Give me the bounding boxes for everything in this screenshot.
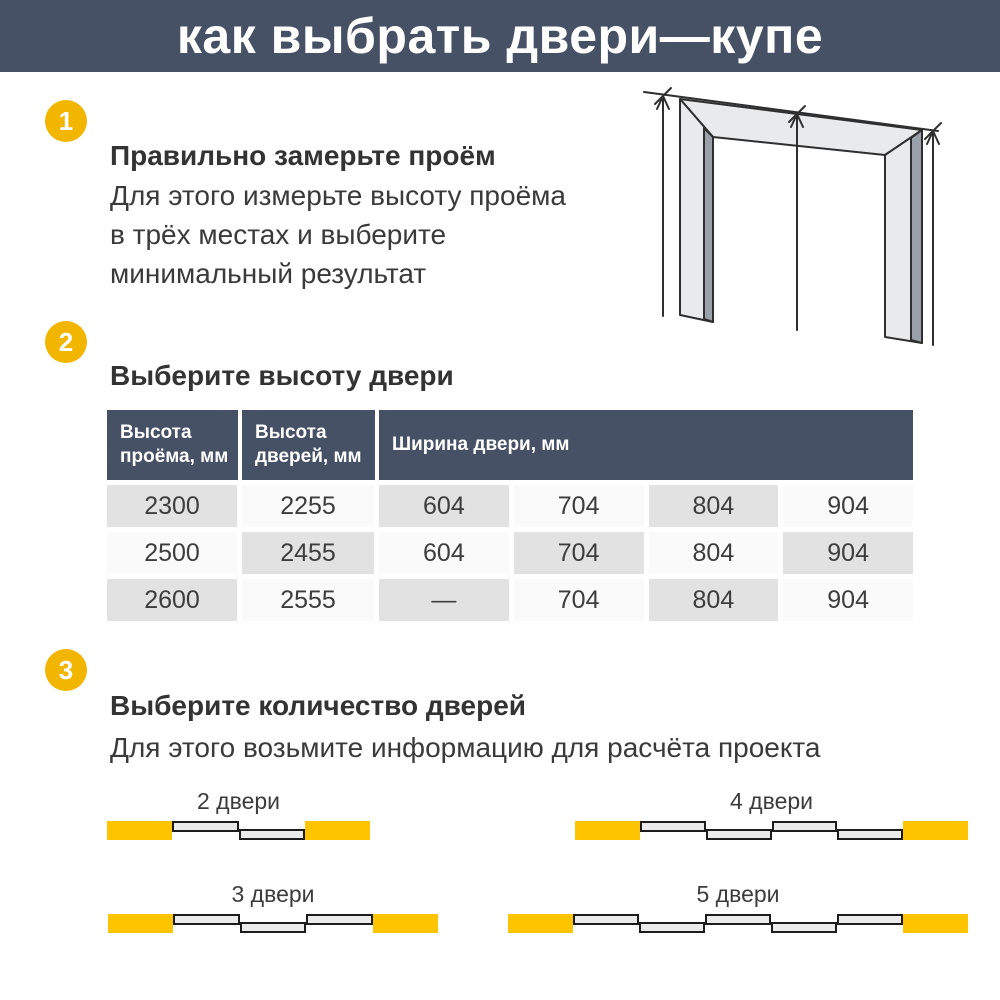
step-3-title: Выберите количество дверей <box>110 690 526 721</box>
wall-segment <box>305 821 370 840</box>
header-banner <box>0 0 1000 72</box>
door-panel <box>771 922 837 933</box>
doorway-measurement-illustration <box>628 82 972 352</box>
door-panel <box>772 821 838 832</box>
door-config-3-diagram <box>108 914 438 933</box>
wall-segment <box>107 821 172 840</box>
wall-segment <box>373 914 438 933</box>
wall-segment <box>903 821 968 840</box>
table-row <box>107 485 913 527</box>
door-panel <box>240 922 307 933</box>
door-panel <box>837 829 903 840</box>
cell-door-width: 804 <box>649 532 779 574</box>
step-2-badge <box>45 321 87 363</box>
door-panel <box>706 829 772 840</box>
door-panel <box>172 821 239 832</box>
frame-left-strip <box>704 128 713 322</box>
step-2-number: 2 <box>58 326 74 357</box>
frame-lintel <box>680 99 922 155</box>
cell-door-width: 904 <box>783 532 913 574</box>
page-title: как выбрать двери—купе <box>176 8 824 64</box>
door-config-3 <box>108 879 438 933</box>
door-config-3-label: 3 двери <box>231 881 315 907</box>
cell-door-width: 604 <box>379 532 509 574</box>
header-opening-height: Высота проёма, мм <box>107 410 238 480</box>
wall-segment <box>903 914 968 933</box>
wall-segment <box>508 914 573 933</box>
door-panel <box>837 914 903 925</box>
step-2-title: Выберите высоту двери <box>110 360 454 391</box>
door-config-5-diagram <box>508 914 968 933</box>
step-3-description <box>110 728 821 767</box>
cell-door-width: 604 <box>379 485 509 527</box>
step-3-line-1: Для этого возьмите информацию для расчёта проекта <box>110 732 821 763</box>
wall-segment <box>575 821 640 840</box>
cell-door-width: 704 <box>514 485 644 527</box>
step-1-description <box>110 176 566 293</box>
header-door-height: Высота дверей, мм <box>242 410 375 480</box>
table-row <box>107 579 913 621</box>
cell-door-height: 2255 <box>242 485 374 527</box>
frame-right-strip <box>911 130 922 343</box>
cell-opening-height: 2500 <box>107 532 237 574</box>
cell-door-width: 904 <box>783 579 913 621</box>
step-1-line-2: в трёх местах и выберите <box>110 219 447 250</box>
cell-door-height: 2555 <box>242 579 374 621</box>
step-3-number: 3 <box>58 654 74 685</box>
door-config-2-diagram <box>107 821 370 840</box>
door-panel <box>573 914 639 925</box>
door-size-table <box>107 410 913 621</box>
door-config-4 <box>575 786 968 840</box>
step-1-line-3: минимальный результат <box>110 258 427 289</box>
door-config-5 <box>508 879 968 933</box>
door-panel <box>639 922 705 933</box>
cell-door-width: 904 <box>783 485 913 527</box>
cell-door-height: 2455 <box>242 532 374 574</box>
door-config-4-diagram <box>575 821 968 840</box>
step-3-badge <box>45 649 87 691</box>
door-panel <box>173 914 240 925</box>
cell-opening-height: 2600 <box>107 579 237 621</box>
cell-door-width: 804 <box>649 485 779 527</box>
cell-door-width: 704 <box>514 532 644 574</box>
door-panel <box>306 914 373 925</box>
header-door-width: Ширина двери, мм <box>379 410 913 480</box>
door-config-2-label: 2 двери <box>197 788 280 814</box>
door-config-2 <box>107 786 370 840</box>
step-1-line-1: Для этого измерьте высоту проёма <box>110 180 566 211</box>
door-panel <box>239 829 306 840</box>
cell-opening-height: 2300 <box>107 485 237 527</box>
door-config-5-label: 5 двери <box>696 881 780 907</box>
doorway-diagram-svg <box>628 82 972 352</box>
door-panel <box>640 821 706 832</box>
cell-door-width: 704 <box>514 579 644 621</box>
cell-door-width: — <box>379 579 509 621</box>
door-config-4-label: 4 двери <box>730 788 813 814</box>
step-1-badge <box>45 100 87 142</box>
wall-segment <box>108 914 173 933</box>
step-1-number: 1 <box>58 105 74 136</box>
table-row <box>107 532 913 574</box>
step-1-title: Правильно замерьте проём <box>110 140 496 171</box>
table-header-row <box>107 410 913 480</box>
cell-door-width: 804 <box>649 579 779 621</box>
door-panel <box>705 914 771 925</box>
